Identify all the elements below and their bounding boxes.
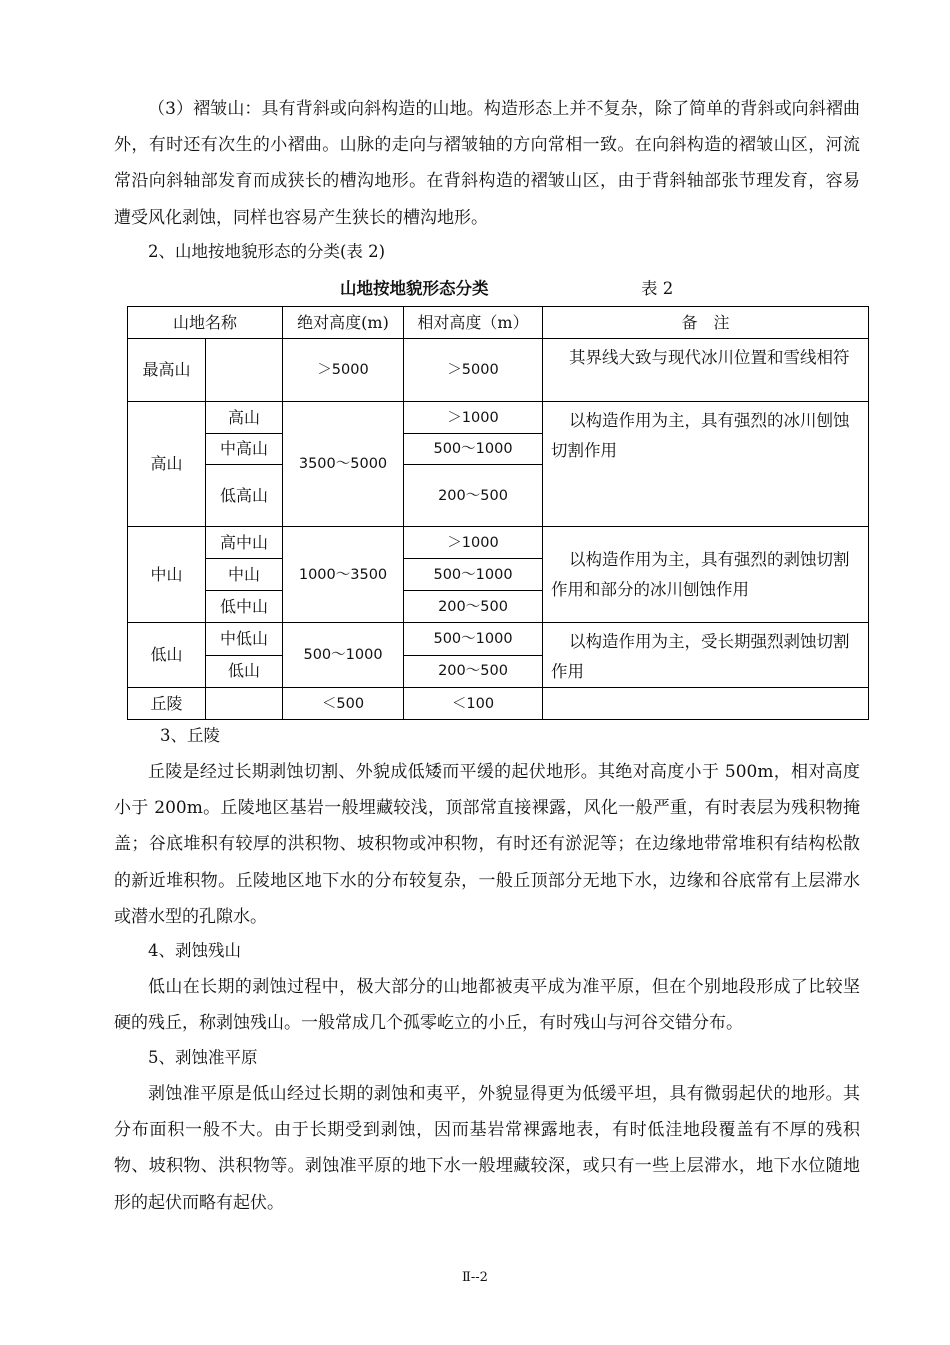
cell-name: 高山 — [128, 402, 206, 527]
cell-note: 以构造作用为主，具有强烈的剥蚀切割作用和部分的冰川刨蚀作用 — [543, 527, 869, 623]
cell-rel-height: ＞5000 — [404, 339, 543, 402]
cell-rel-height: 200～500 — [404, 591, 543, 623]
table-row-highest — [128, 339, 869, 402]
header-abs-height: 绝对高度(m) — [283, 307, 404, 339]
cell-empty — [206, 688, 283, 720]
cell-abs-height: 500～1000 — [283, 623, 404, 688]
header-note: 备 注 — [543, 307, 869, 339]
table-row-middle-1 — [128, 527, 869, 559]
cell-abs-height: 3500～5000 — [283, 402, 404, 527]
mountain-classification-table — [127, 306, 869, 720]
cell-rel-height: 500～1000 — [404, 434, 543, 465]
table-row-hills — [128, 688, 869, 720]
section-heading-4: 4、剥蚀残山 — [148, 941, 241, 960]
cell-rel-height: ＞1000 — [404, 527, 543, 559]
cell-subname: 低中山 — [206, 591, 283, 623]
page-number: Ⅱ--2 — [462, 1270, 488, 1285]
header-name: 山地名称 — [128, 307, 283, 339]
section-heading-2: 2、山地按地貌形态的分类(表 2) — [148, 242, 386, 261]
paragraph-hills: 丘陵是经过长期剥蚀切割、外貌成低矮而平缓的起伏地形。其绝对高度小于 500m，相对高度小于 200m。丘陵地区基岩一般埋藏较浅，顶部常直接裸露，风化一般严重，有时表层为残积物掩盖；谷底堆积有较厚的洪积物、坡积物或冲积物，有时还有淤泥等；在边缘地带常堆积有结构松散的新近堆积物。丘陵地区地下水的分布较复杂，一般丘顶部分无地下水，边缘和谷底常有上层滞水或潜水型的孔隙水。 — [114, 762, 860, 927]
cell-rel-height: 200～500 — [404, 655, 543, 688]
cell-rel-height: 500～1000 — [404, 559, 543, 591]
section-heading-5: 5、剥蚀准平原 — [148, 1048, 258, 1067]
cell-note: 以构造作用为主，受长期强烈剥蚀切割作用 — [543, 623, 869, 688]
cell-name: 低山 — [128, 623, 206, 688]
table-row-low-1 — [128, 623, 869, 656]
cell-subname: 中山 — [206, 559, 283, 591]
cell-subname: 低高山 — [206, 465, 283, 527]
cell-rel-height: 500～1000 — [404, 623, 543, 656]
cell-subname: 高山 — [206, 402, 283, 434]
cell-subname: 低山 — [206, 655, 283, 688]
cell-rel-height: ＜100 — [404, 688, 543, 720]
table-row-high-1 — [128, 402, 869, 434]
cell-subname: 高中山 — [206, 527, 283, 559]
paragraph-peneplain: 剥蚀准平原是低山经过长期的剥蚀和夷平，外貌显得更为低缓平坦，具有微弱起伏的地形。其分布面积一般不大。由于长期受到剥蚀，因而基岩常裸露地表，有时低洼地段覆盖有不厚的残积物、坡积物、洪积物等。剥蚀准平原的地下水一般埋藏较深，或只有一些上层滞水，地下水位随地形的起伏而略有起伏。 — [114, 1084, 860, 1213]
table-title: 山地按地貌形态分类 — [340, 279, 489, 298]
cell-name: 最高山 — [128, 339, 206, 402]
table-number: 表 2 — [641, 279, 674, 298]
table-header-row — [128, 307, 869, 339]
cell-name: 中山 — [128, 527, 206, 623]
cell-note: 其界线大致与现代冰川位置和雪线相符 — [543, 339, 869, 402]
cell-subname: 中高山 — [206, 434, 283, 465]
cell-name: 丘陵 — [128, 688, 206, 720]
cell-abs-height: ＜500 — [283, 688, 404, 720]
cell-empty — [206, 339, 283, 402]
section-heading-3: 3、丘陵 — [160, 726, 220, 745]
cell-rel-height: 200～500 — [404, 465, 543, 527]
header-rel-height: 相对高度（m） — [404, 307, 543, 339]
paragraph-residual-hills: 低山在长期的剥蚀过程中，极大部分的山地都被夷平成为准平原，但在个别地段形成了比较坚硬的残丘，称剥蚀残山。一般常成几个孤零屹立的小丘，有时残山与河谷交错分布。 — [114, 977, 860, 1034]
paragraph-fold-mountain: （3）褶皱山：具有背斜或向斜构造的山地。构造形态上并不复杂，除了简单的背斜或向斜褶曲外，有时还有次生的小褶曲。山脉的走向与褶皱轴的方向常相一致。在向斜构造的褶皱山区，河流常沿向斜轴部发育而成狭长的槽沟地形。在背斜构造的褶皱山区，由于背斜轴部张节理发育，容易遭受风化剥蚀，同样也容易产生狭长的槽沟地形。 — [114, 99, 860, 228]
cell-abs-height: ＞5000 — [283, 339, 404, 402]
cell-subname: 中低山 — [206, 623, 283, 656]
cell-note: 以构造作用为主，具有强烈的冰川刨蚀切割作用 — [543, 402, 869, 527]
cell-rel-height: ＞1000 — [404, 402, 543, 434]
cell-abs-height: 1000～3500 — [283, 527, 404, 623]
cell-empty — [543, 688, 869, 720]
